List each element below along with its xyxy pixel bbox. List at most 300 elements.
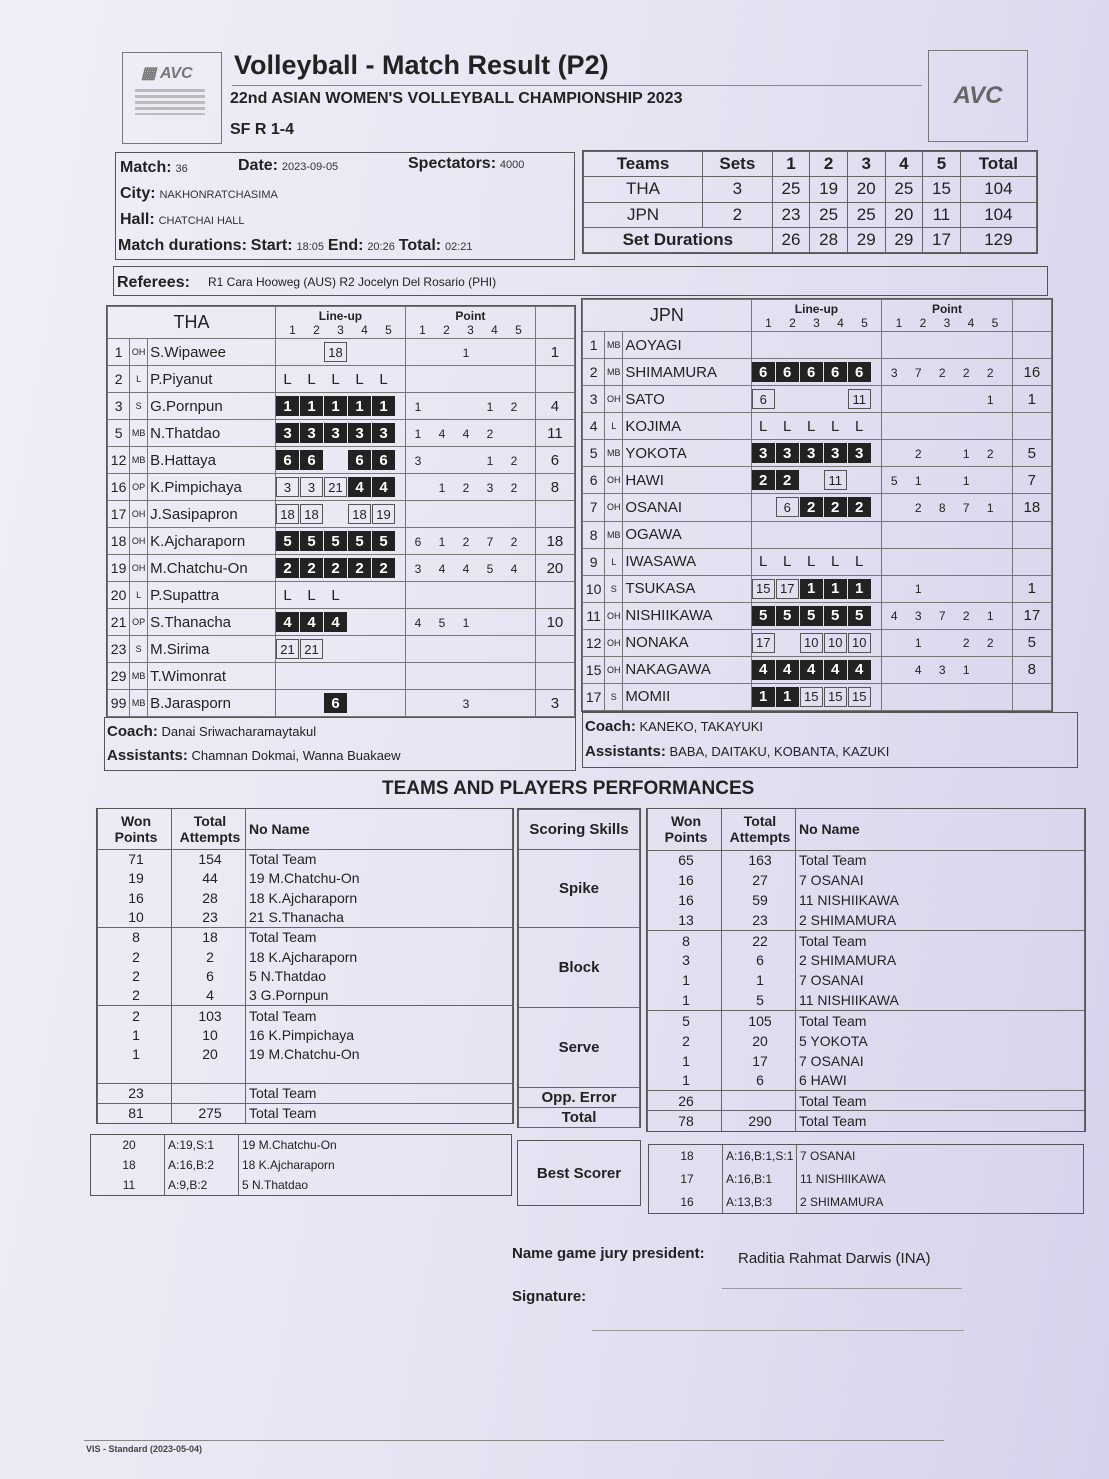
lineup-position: 1 bbox=[752, 687, 775, 707]
player-position: OH bbox=[130, 339, 148, 366]
lineup-position: 4 bbox=[300, 612, 323, 632]
set-points: 1 bbox=[438, 480, 446, 495]
player-total-points bbox=[535, 636, 574, 663]
player-position: OH bbox=[130, 555, 148, 582]
best-scorer-points: 18 bbox=[122, 1158, 136, 1172]
score-cell: THA bbox=[584, 177, 703, 202]
duration-cell: 28 bbox=[810, 227, 848, 252]
player-number: 10 bbox=[583, 575, 605, 602]
player-total-points: 20 bbox=[535, 555, 574, 582]
player-position: OH bbox=[605, 602, 623, 629]
player-or-team: 19 M.Chatchu-On bbox=[246, 869, 513, 889]
total-attempts: 6 bbox=[722, 1071, 796, 1091]
won-points: 16 bbox=[648, 870, 722, 890]
won-points: 1 bbox=[98, 1025, 172, 1045]
duration-cell: 26 bbox=[772, 227, 810, 252]
player-number: 2 bbox=[583, 359, 605, 386]
sheet-title: Volleyball - Match Result (P2) bbox=[234, 50, 609, 80]
player-number: 15 bbox=[583, 656, 605, 683]
lineup-position: 4 bbox=[848, 660, 871, 680]
player-number: 3 bbox=[108, 393, 130, 420]
lineup-position: 3 bbox=[800, 443, 823, 463]
player-row bbox=[108, 447, 575, 474]
lineup-position: 2 bbox=[776, 470, 799, 490]
jpn-best-scorers bbox=[648, 1144, 1084, 1214]
lineup-position: 6 bbox=[372, 450, 395, 470]
set-points: 4 bbox=[890, 609, 898, 624]
lineup-cell-empty bbox=[752, 497, 775, 517]
player-row bbox=[583, 386, 1052, 413]
lineup-position: 5 bbox=[848, 606, 871, 626]
lineup-position: 5 bbox=[776, 606, 799, 626]
match-number: Match: 36 bbox=[120, 159, 188, 176]
set-points: 7 bbox=[938, 609, 946, 624]
player-or-team: 7 OSANAI bbox=[796, 1051, 1085, 1071]
tha-best-scorers bbox=[90, 1134, 512, 1196]
match-durations: Match durations: Start: 18:05 End: 20:26 Total: 02:21 bbox=[118, 237, 473, 254]
won-points: 23 bbox=[98, 1084, 172, 1104]
lineup-position: 11 bbox=[848, 389, 871, 409]
scoreboard-header: Sets bbox=[703, 152, 773, 177]
skill-opp-error: Opp. Error bbox=[519, 1088, 640, 1108]
lineup-position: 1 bbox=[372, 396, 395, 416]
skill-spike: Spike bbox=[519, 850, 640, 928]
total-attempts: 6 bbox=[172, 966, 246, 986]
best-scorer-breakdown: A:13,B:3 bbox=[723, 1190, 797, 1213]
perf-row bbox=[98, 947, 513, 967]
best-scorer-points: 18 bbox=[680, 1149, 694, 1164]
perf-row bbox=[648, 1091, 1085, 1111]
won-points: 71 bbox=[98, 849, 172, 869]
lineup-libero: L bbox=[283, 586, 292, 604]
player-total-points bbox=[1012, 332, 1051, 359]
set-points: 2 bbox=[986, 636, 994, 651]
perf-row bbox=[98, 888, 513, 908]
player-or-team: Total Team bbox=[246, 1103, 513, 1123]
player-total-points: 17 bbox=[1012, 602, 1051, 629]
match-spectators: Spectators: 4000 bbox=[408, 155, 525, 172]
player-row bbox=[583, 467, 1052, 494]
player-name: J.Sasipapron bbox=[148, 501, 276, 528]
won-points: 2 bbox=[98, 966, 172, 986]
lineup-libero: L bbox=[331, 370, 340, 388]
player-total-points bbox=[535, 582, 574, 609]
lineup-cell-empty bbox=[776, 633, 799, 653]
total-attempts: 20 bbox=[722, 1031, 796, 1051]
set-scoreboard bbox=[582, 150, 1038, 254]
lineup-position: 3 bbox=[300, 423, 323, 443]
best-scorer-breakdown: A:16,B:1 bbox=[723, 1168, 797, 1191]
total-attempts bbox=[722, 1091, 796, 1111]
score-cell: 25 bbox=[772, 177, 810, 202]
lineup-libero: L bbox=[807, 417, 816, 435]
player-total-points: 5 bbox=[1012, 629, 1051, 656]
lineup-position: 6 bbox=[776, 362, 799, 382]
won-points: 2 bbox=[648, 1031, 722, 1051]
player-number: 1 bbox=[583, 332, 605, 359]
lineup-position: 1 bbox=[800, 579, 823, 599]
lineup-position: 3 bbox=[824, 443, 847, 463]
player-name: M.Sirima bbox=[148, 636, 276, 663]
player-name: OGAWA bbox=[623, 521, 751, 548]
player-or-team: 6 HAWI bbox=[796, 1071, 1085, 1091]
set-points: 3 bbox=[938, 663, 946, 678]
lineup-header: Line-up 1 2 3 4 5 bbox=[751, 300, 882, 332]
perf-row bbox=[98, 869, 513, 889]
player-or-team: 16 K.Pimpichaya bbox=[246, 1025, 513, 1045]
best-scorer-breakdown: A:9,B:2 bbox=[165, 1175, 239, 1195]
set-points: 5 bbox=[486, 561, 494, 576]
lineup-position: 15 bbox=[752, 579, 775, 599]
total-attempts: 23 bbox=[722, 910, 796, 930]
won-points: 5 bbox=[648, 1011, 722, 1031]
jpn-coach-box bbox=[582, 712, 1078, 768]
jury-name-line bbox=[722, 1288, 962, 1289]
lineup-position: 6 bbox=[800, 362, 823, 382]
lineup-position: 3 bbox=[276, 423, 299, 443]
lineup-position: 3 bbox=[348, 423, 371, 443]
lineup-position: 18 bbox=[348, 504, 371, 524]
best-scorer-player: 2 SHIMAMURA bbox=[797, 1190, 1084, 1213]
won-points: 1 bbox=[648, 990, 722, 1010]
player-row bbox=[583, 656, 1052, 683]
event-logo-mark-icon: ▦ AVC bbox=[141, 65, 193, 82]
player-total-points bbox=[1012, 413, 1051, 440]
set-points: 1 bbox=[986, 609, 994, 624]
player-or-team: 11 NISHIIKAWA bbox=[796, 890, 1085, 910]
set-points: 1 bbox=[914, 582, 922, 597]
lineup-cell-empty bbox=[800, 389, 823, 409]
lineup-cell-empty bbox=[372, 693, 395, 713]
lineup-libero: L bbox=[807, 553, 816, 571]
set-points: 2 bbox=[510, 534, 518, 549]
jury-president-label: Name game jury president: bbox=[512, 1245, 705, 1262]
perf-row bbox=[98, 1045, 513, 1065]
set-points: 3 bbox=[914, 609, 922, 624]
lineup-position: 5 bbox=[824, 606, 847, 626]
lineup-position: 15 bbox=[848, 687, 871, 707]
lineup-position: 18 bbox=[324, 342, 347, 362]
player-number: 16 bbox=[108, 474, 130, 501]
lineup-position: 3 bbox=[752, 443, 775, 463]
player-total-points bbox=[535, 663, 574, 690]
set-points: 6 bbox=[414, 534, 422, 549]
lineup-libero: L bbox=[831, 553, 840, 571]
lineup-position: 4 bbox=[372, 477, 395, 497]
perf-row bbox=[98, 1084, 513, 1104]
perf-row bbox=[648, 930, 1085, 950]
scoreboard-row-tha bbox=[584, 177, 1037, 202]
player-position: MB bbox=[130, 420, 148, 447]
perf-row bbox=[648, 970, 1085, 990]
player-or-team: Total Team bbox=[796, 1091, 1085, 1111]
lineup-position: 5 bbox=[372, 531, 395, 551]
total-attempts: 6 bbox=[722, 950, 796, 970]
lineup-cell-empty bbox=[276, 693, 299, 713]
skill-serve: Serve bbox=[519, 1008, 640, 1088]
player-row bbox=[108, 474, 575, 501]
player-total-points bbox=[1012, 521, 1051, 548]
lineup-position: 3 bbox=[372, 423, 395, 443]
jury-president-name: Raditia Rahmat Darwis (INA) bbox=[738, 1250, 931, 1267]
perf-row bbox=[98, 849, 513, 869]
won-points: 2 bbox=[98, 986, 172, 1006]
skill-total: Total bbox=[519, 1108, 640, 1128]
perf-row bbox=[648, 910, 1085, 930]
player-row bbox=[583, 332, 1052, 359]
perf-row bbox=[648, 1051, 1085, 1071]
player-name: P.Supattra bbox=[148, 582, 276, 609]
lineup-cell-empty bbox=[372, 585, 395, 605]
player-name: S.Wipawee bbox=[148, 339, 276, 366]
player-name: K.Ajcharaporn bbox=[148, 528, 276, 555]
total-attempts: 275 bbox=[172, 1103, 246, 1123]
scoreboard-header: 2 bbox=[810, 152, 848, 177]
signature-label: Signature: bbox=[512, 1288, 587, 1305]
lineup-position: 6 bbox=[752, 389, 775, 409]
player-row bbox=[108, 636, 575, 663]
perf-row bbox=[648, 870, 1085, 890]
match-hall: Hall: CHATCHAI HALL bbox=[120, 211, 245, 228]
lineup-position: 1 bbox=[276, 396, 299, 416]
score-cell: 104 bbox=[960, 177, 1036, 202]
set-points: 2 bbox=[510, 453, 518, 468]
lineup-position: 3 bbox=[848, 443, 871, 463]
lineup-position: 5 bbox=[800, 606, 823, 626]
set-points: 3 bbox=[414, 561, 422, 576]
player-position: OH bbox=[130, 501, 148, 528]
lineup-position: 18 bbox=[276, 504, 299, 524]
player-number: 8 bbox=[583, 521, 605, 548]
player-or-team: 2 SHIMAMURA bbox=[796, 950, 1085, 970]
player-total-points: 18 bbox=[535, 528, 574, 555]
player-row bbox=[583, 683, 1052, 710]
lineup-position: 10 bbox=[824, 633, 847, 653]
lineup-position: 4 bbox=[776, 660, 799, 680]
player-row bbox=[583, 575, 1052, 602]
lineup-cell-empty bbox=[752, 525, 775, 545]
lineup-cell-empty bbox=[300, 342, 323, 362]
total-attempts bbox=[172, 1064, 246, 1084]
best-scorer-points: 17 bbox=[680, 1171, 694, 1186]
score-cell: 19 bbox=[810, 177, 848, 202]
match-city: City: NAKHONRATCHASIMA bbox=[120, 185, 278, 202]
lineup-libero: L bbox=[783, 417, 792, 435]
perf-row bbox=[98, 1025, 513, 1045]
player-row bbox=[108, 366, 575, 393]
round-label: SF R 1-4 bbox=[230, 121, 295, 138]
player-row bbox=[583, 359, 1052, 386]
set-points: 4 bbox=[438, 561, 446, 576]
perf-header-row: Won Points Total Attempts No Name bbox=[648, 809, 1085, 850]
lineup-position: 1 bbox=[348, 396, 371, 416]
lineup-position: 6 bbox=[824, 362, 847, 382]
lineup-cell-empty bbox=[348, 612, 371, 632]
total-attempts: 1 bbox=[722, 970, 796, 990]
set-points: 7 bbox=[486, 534, 494, 549]
lineup-cell-empty bbox=[300, 666, 323, 686]
player-position: OP bbox=[130, 474, 148, 501]
lineup-position: 18 bbox=[300, 504, 323, 524]
player-name: NAKAGAWA bbox=[623, 656, 751, 683]
set-points: 2 bbox=[510, 399, 518, 414]
lineup-position: 6 bbox=[752, 362, 775, 382]
player-total-points bbox=[1012, 683, 1051, 710]
won-points: 81 bbox=[98, 1103, 172, 1123]
player-number: 6 bbox=[583, 467, 605, 494]
set-points: 3 bbox=[486, 480, 494, 495]
lineup-position: 4 bbox=[324, 612, 347, 632]
player-name: AOYAGI bbox=[623, 332, 751, 359]
lineup-libero: L bbox=[759, 553, 768, 571]
won-points: 1 bbox=[98, 1045, 172, 1065]
player-name: NISHIIKAWA bbox=[623, 602, 751, 629]
player-position: OH bbox=[605, 656, 623, 683]
player-or-team: 3 G.Pornpun bbox=[246, 986, 513, 1006]
player-position: S bbox=[605, 683, 623, 710]
lineup-libero: L bbox=[855, 417, 864, 435]
lineup-position: 6 bbox=[324, 693, 347, 713]
player-position: L bbox=[605, 548, 623, 575]
player-total-points: 7 bbox=[1012, 467, 1051, 494]
total-attempts: 154 bbox=[172, 849, 246, 869]
player-total-points: 18 bbox=[1012, 494, 1051, 521]
perf-row bbox=[98, 908, 513, 928]
player-number: 12 bbox=[108, 447, 130, 474]
player-name: IWASAWA bbox=[623, 548, 751, 575]
lineup-libero: L bbox=[759, 417, 768, 435]
player-position: OP bbox=[130, 609, 148, 636]
player-or-team: Total Team bbox=[246, 849, 513, 869]
lineup-position: 6 bbox=[848, 362, 871, 382]
lineup-position: 3 bbox=[776, 443, 799, 463]
lineup-position: 4 bbox=[824, 660, 847, 680]
total-attempts: 2 bbox=[172, 947, 246, 967]
total-attempts: 18 bbox=[172, 927, 246, 947]
total-attempts: 28 bbox=[172, 888, 246, 908]
set-points: 1 bbox=[486, 453, 494, 468]
lineup-position: 2 bbox=[824, 497, 847, 517]
player-total-points: 10 bbox=[535, 609, 574, 636]
player-name: T.Wimonrat bbox=[148, 663, 276, 690]
total-attempts: 59 bbox=[722, 890, 796, 910]
won-points: 78 bbox=[648, 1111, 722, 1131]
lineup-position: 21 bbox=[300, 639, 323, 659]
set-points: 2 bbox=[462, 480, 470, 495]
player-or-team: 7 OSANAI bbox=[796, 870, 1085, 890]
player-position: L bbox=[130, 366, 148, 393]
set-points: 2 bbox=[986, 365, 994, 380]
player-name: G.Pornpun bbox=[148, 393, 276, 420]
player-name: MOMII bbox=[623, 683, 751, 710]
championship-name: 22nd ASIAN WOMEN'S VOLLEYBALL CHAMPIONSHIP 2023 bbox=[230, 90, 683, 107]
best-scorer-row bbox=[91, 1135, 511, 1155]
lineup-cell-empty bbox=[372, 666, 395, 686]
player-row bbox=[108, 501, 575, 528]
player-total-points bbox=[535, 366, 574, 393]
best-scorer-row bbox=[91, 1155, 511, 1175]
roster-header-row bbox=[108, 307, 575, 339]
player-position: MB bbox=[605, 332, 623, 359]
player-total-points: 3 bbox=[535, 690, 574, 717]
player-name: P.Piyanut bbox=[148, 366, 276, 393]
scoreboard-header-row bbox=[584, 152, 1037, 177]
lineup-cell-empty bbox=[800, 335, 823, 355]
lineup-cell-empty bbox=[372, 639, 395, 659]
player-number: 23 bbox=[108, 636, 130, 663]
set-points: 7 bbox=[914, 365, 922, 380]
set-points: 8 bbox=[938, 500, 946, 515]
lineup-position: 5 bbox=[324, 531, 347, 551]
duration-cell: 29 bbox=[885, 227, 923, 252]
player-name: SATO bbox=[623, 386, 751, 413]
total-attempts: 27 bbox=[722, 870, 796, 890]
lineup-position: 5 bbox=[276, 531, 299, 551]
set-points: 2 bbox=[914, 500, 922, 515]
set-points: 4 bbox=[914, 663, 922, 678]
player-number: 17 bbox=[108, 501, 130, 528]
player-name: TSUKASA bbox=[623, 575, 751, 602]
won-points: 13 bbox=[648, 910, 722, 930]
set-points: 1 bbox=[438, 534, 446, 549]
perf-row bbox=[648, 1071, 1085, 1091]
player-number: 21 bbox=[108, 609, 130, 636]
team-code: JPN bbox=[583, 300, 752, 332]
lineup-position: 5 bbox=[752, 606, 775, 626]
player-or-team: Total Team bbox=[796, 850, 1085, 870]
team-code: THA bbox=[108, 307, 276, 339]
best-scorer-player: 5 N.Thatdao bbox=[239, 1175, 512, 1195]
total-attempts: 22 bbox=[722, 930, 796, 950]
set-points: 4 bbox=[414, 615, 422, 630]
scoring-skills-header: Scoring Skills bbox=[519, 810, 640, 850]
set-points: 1 bbox=[962, 473, 970, 488]
set-points: 4 bbox=[462, 561, 470, 576]
player-or-team: 11 NISHIIKAWA bbox=[796, 990, 1085, 1010]
set-points: 2 bbox=[962, 365, 970, 380]
player-number: 1 bbox=[108, 339, 130, 366]
scoring-skills-column bbox=[517, 808, 641, 1128]
lineup-position: 4 bbox=[800, 660, 823, 680]
lineup-cell-empty bbox=[348, 639, 371, 659]
scoreboard-header: 4 bbox=[885, 152, 923, 177]
referees-value: R1 Cara Hooweg (AUS) R2 Jocelyn Del Rosario (PHI) bbox=[208, 275, 497, 289]
title-divider bbox=[232, 85, 922, 86]
lineup-cell-empty bbox=[324, 666, 347, 686]
perf-row bbox=[98, 1064, 513, 1084]
lineup-position: 2 bbox=[276, 558, 299, 578]
player-position: MB bbox=[130, 447, 148, 474]
set-points: 1 bbox=[986, 500, 994, 515]
player-total-points: 11 bbox=[535, 420, 574, 447]
lineup-position: 15 bbox=[800, 687, 823, 707]
total-attempts: 290 bbox=[722, 1111, 796, 1131]
lineup-libero: L bbox=[283, 370, 292, 388]
lineup-cell-empty bbox=[348, 342, 371, 362]
lineup-cell-empty bbox=[824, 335, 847, 355]
player-position: MB bbox=[605, 440, 623, 467]
perf-row bbox=[98, 986, 513, 1006]
set-points: 2 bbox=[962, 609, 970, 624]
player-or-team: 5 YOKOTA bbox=[796, 1031, 1085, 1051]
player-row bbox=[583, 629, 1052, 656]
player-position: OH bbox=[605, 386, 623, 413]
lineup-cell-empty bbox=[324, 639, 347, 659]
player-number: 5 bbox=[583, 440, 605, 467]
lineup-position: 6 bbox=[276, 450, 299, 470]
player-or-team: 5 N.Thatdao bbox=[246, 966, 513, 986]
perf-row bbox=[98, 1103, 513, 1123]
